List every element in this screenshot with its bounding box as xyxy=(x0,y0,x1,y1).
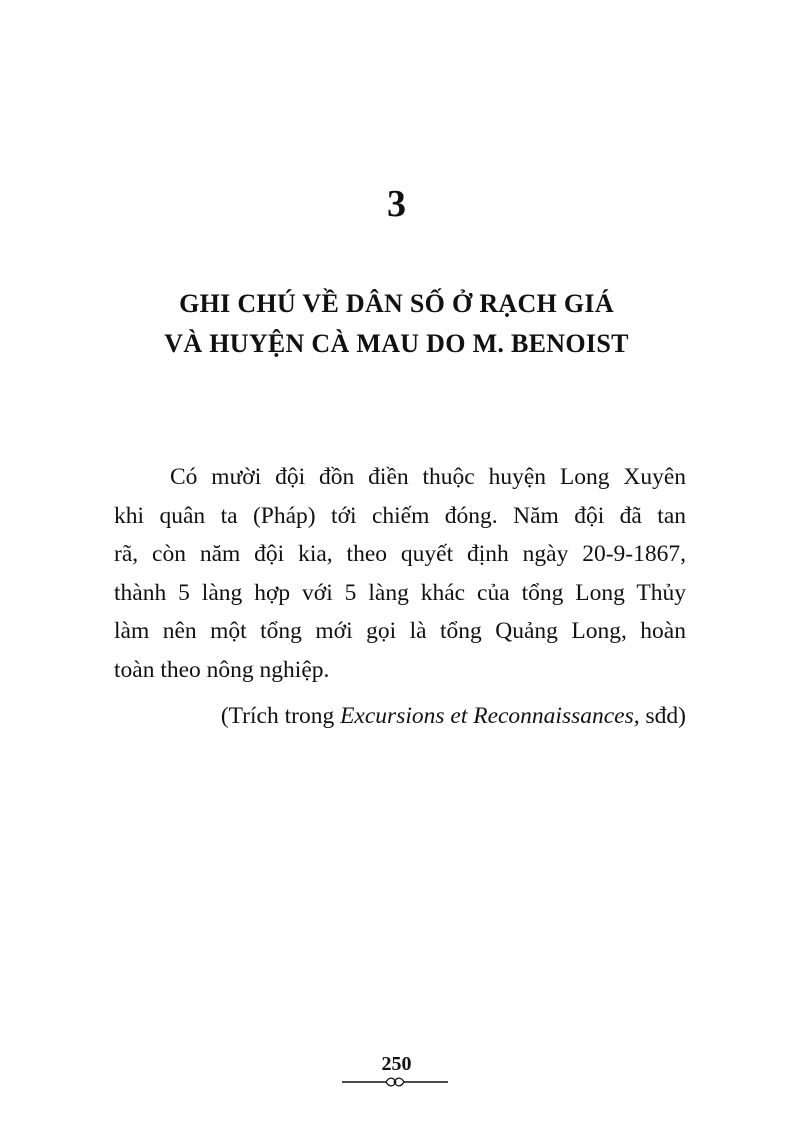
paragraph-line: toàn theo nông nghiệp. xyxy=(114,656,330,683)
citation-prefix: (Trích trong xyxy=(220,703,341,729)
paragraph-line: làm nên một tổng mới gọi là tổng Quảng Long, hoàn xyxy=(114,618,686,644)
body-paragraph xyxy=(114,458,686,689)
citation-work-title: Excursions et Reconnaissances xyxy=(340,703,634,729)
paragraph-line: Có mười đội đồn điền thuộc huyện Long Xuyên xyxy=(170,464,686,490)
chapter-number: 3 xyxy=(387,183,406,225)
page-ornament-icon xyxy=(340,1074,450,1090)
paragraph-line: khi quân ta (Pháp) tới chiếm đóng. Năm đội đã tan xyxy=(114,502,686,529)
source-citation xyxy=(114,697,686,736)
page-number: 250 xyxy=(381,1053,412,1075)
paragraph-line: rã, còn năm đội kia, theo quyết định ngày 20-9-1867, xyxy=(114,541,686,567)
paragraph-line: thành 5 làng hợp với 5 làng khác của tổng Long Thủy xyxy=(114,579,686,606)
chapter-title-line-2: VÀ HUYỆN CÀ MAU DO M. BENOIST xyxy=(164,329,629,358)
chapter-title-line-1: GHI CHÚ VỀ DÂN SỐ Ở RẠCH GIÁ xyxy=(179,289,614,318)
citation-suffix: , sđd) xyxy=(633,703,686,729)
chapter-title xyxy=(0,284,793,364)
